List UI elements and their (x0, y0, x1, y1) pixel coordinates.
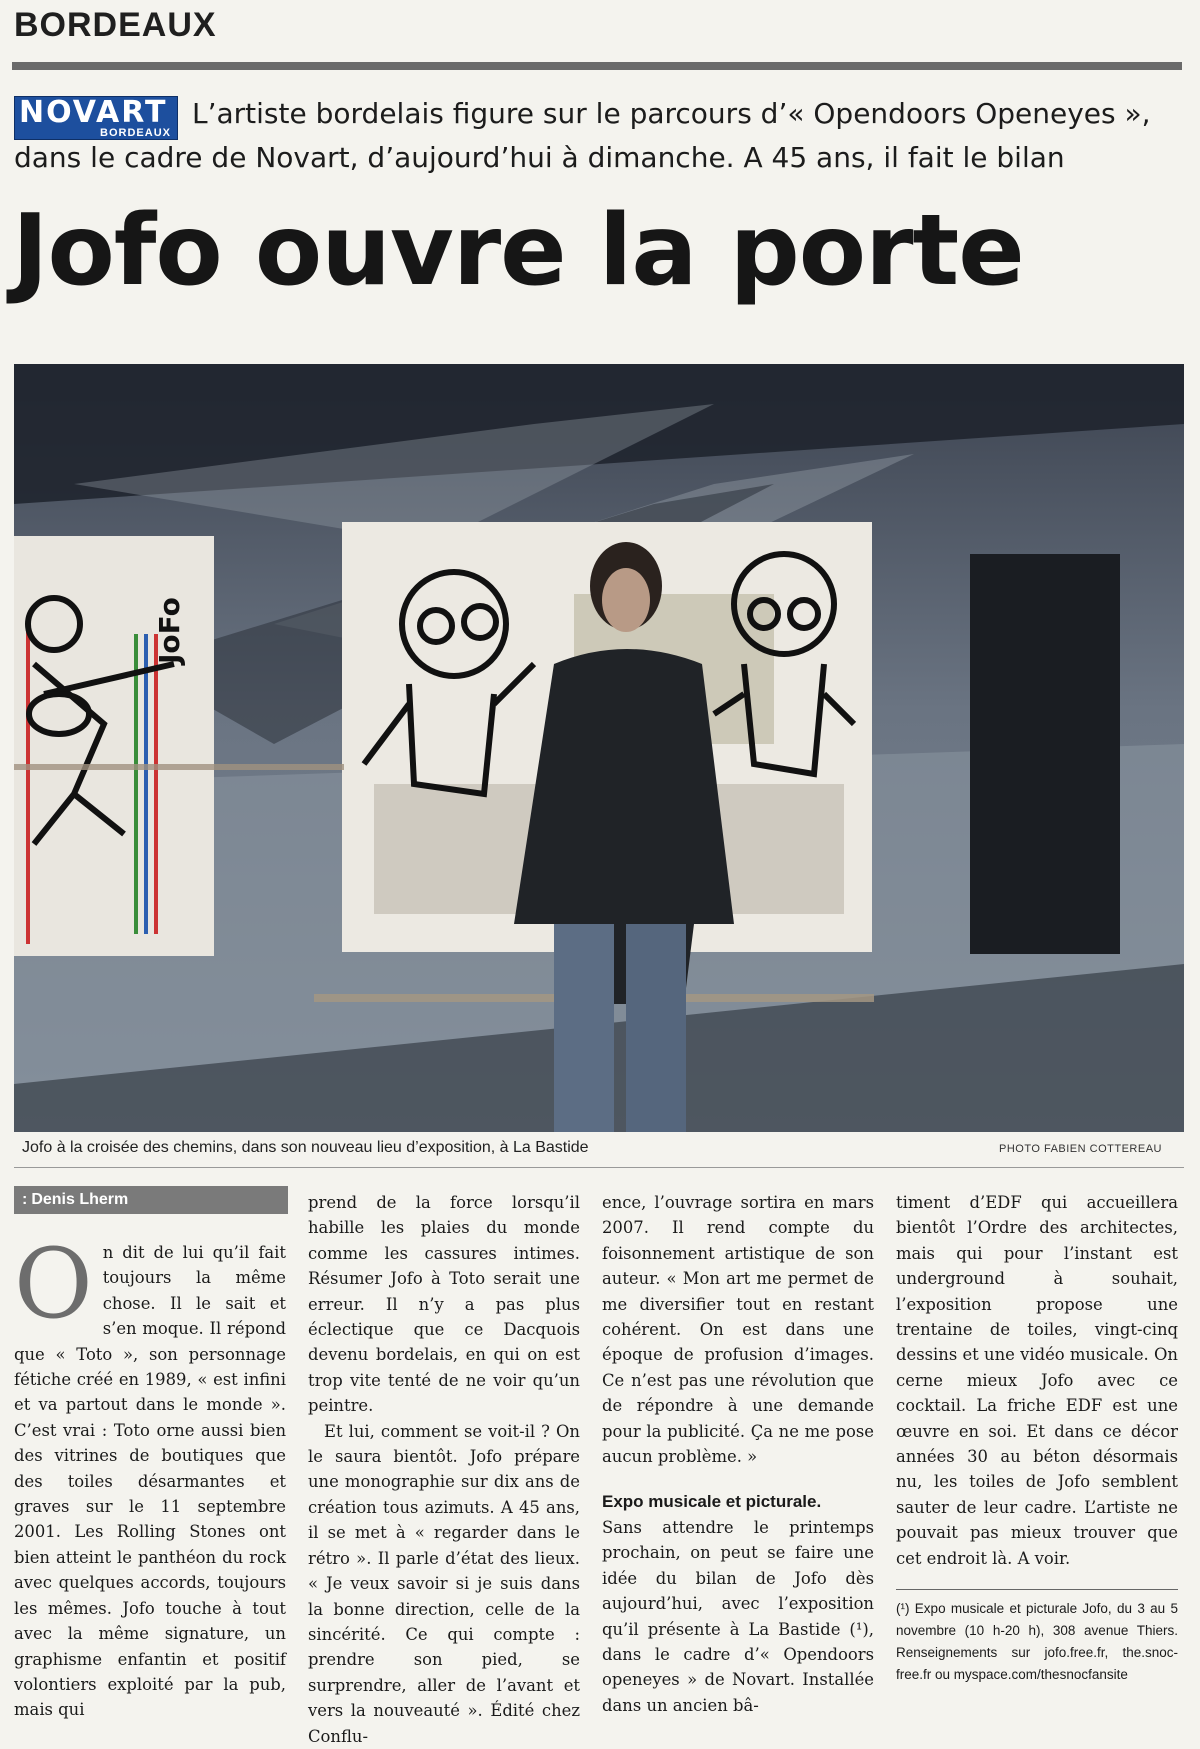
headline: Jofo ouvre la porte (12, 194, 1024, 308)
column-4-text: timent d’EDF qui accueillera bientôt l’Ordre des architectes, mais qui pour l’instant est underground à souhait, l’exposition propose une trentaine de toiles, vingt-cinq dessins et une vidéo musicale. On cerne mieux Jofo avec ce cocktail. La friche EDF est une œuvre en soi. Et dans ce décor années 30 au béton désormais nu, les toiles de Jofo semblent sauter de leur cadre. L’artiste ne pouvait pas mieux trouver que cet endroit là. A voir. (896, 1193, 1178, 1568)
column-3-paragraph-1: ence, l’ouvrage sortira en mars 2007. Il rend compte du foisonnement artistique de son auteur. « Mon art me permet de me diversifier tout en restant cohérent. On est dans une époque de profusion d’images. Ce n’est pas une révolution que de répondre à une demande pour la publicité. Ça ne me pose aucun problème. » (602, 1193, 874, 1467)
photo-caption-bar (14, 1133, 1184, 1168)
deck-line-1: L’artiste bordelais figure sur le parcours d’« Opendoors Openeyes », (192, 97, 1151, 130)
column-1-text: n dit de lui qu’il fait toujours la même chose. Il le sait et s’en moque. Il répond que « Toto », son personnage fétiche créé en 1989, « est infini et va partout dans le monde ». C’est vrai : Toto orne aussi bien des vitrines de boutiques que des toiles désarmantes et graves sur le 11 septembre 2001. Les Rolling Stones ont bien atteint le panthéon du rock avec quelques accords, toujours les mêmes. Jofo touche à tout avec la même signature, un graphisme enfantin et positif volontiers exploité par la pub, mais qui (14, 1243, 286, 1720)
logo-sub-text: BORDEAUX (100, 127, 171, 139)
photo-caption: Jofo à la croisée des chemins, dans son nouveau lieu d’exposition, à La Bastide (22, 1139, 589, 1156)
column-2-paragraph-1: prend de la force lorsqu’il habille les plaies du monde comme les cassures intimes. Résumer Jofo à Toto serait une erreur. Il n’y a pas plus éclectique que ce Dacquois devenu bordelais, en qui on est trop vite tenté de ne voir qu’un peintre. (308, 1193, 580, 1416)
subhead: Expo musicale et picturale. (602, 1492, 822, 1512)
footnote: (¹) Expo musicale et picturale Jofo, du 3 au 5 novembre (10 h-20 h), 308 avenue Thiers. Renseignements sur jofo.free.fr, the.snoc-free.fr ou myspace.com/thesnocfansite (896, 1601, 1178, 1683)
photo-credit: PHOTO FABIEN COTTEREAU (999, 1143, 1162, 1155)
article-column-3 (602, 1190, 874, 1718)
footnote-rule (896, 1589, 1178, 1590)
header-rule (12, 62, 1182, 70)
article-photo (14, 364, 1184, 1132)
article-column-1 (14, 1228, 286, 1723)
canvas-signature: JoFo (153, 597, 186, 664)
logo-main-text: NOVART (19, 95, 168, 130)
byline-mark: : (22, 1191, 28, 1208)
photo-illustration (14, 364, 1184, 1132)
column-2-paragraph-2: Et lui, comment se voit-il ? On le saura bientôt. Jofo prépare une monographie sur dix ans de création tous azimuts. A 45 ans, il se met à « regarder dans le rétro ». Il parle d’état des lieux. « Je veux savoir si je suis dans la bonne direction, celle de la sincérité. Ce qui compte : prendre son pied, se surprendre, aller de l’avant et vers la nouveauté ». Édité chez Conflu- (308, 1421, 580, 1746)
byline-author: Denis Lherm (31, 1191, 129, 1208)
deck (14, 92, 1174, 180)
deck-line-2: dans le cadre de Novart, d’aujourd’hui à dimanche. A 45 ans, il fait le bilan (14, 141, 1065, 174)
article-column-2 (308, 1190, 580, 1749)
dropcap: O (14, 1228, 93, 1340)
column-3-paragraph-2: Sans attendre le printemps prochain, on peut se faire une idée du bilan de Jofo dès aujourd’hui, avec l’exposition qu’il présente à La Bastide (¹), dans le cadre d’« Opendoors openeyes » de Novart. Installée dans un ancien bâ- (602, 1517, 874, 1715)
section-label: BORDEAUX (14, 6, 217, 44)
article-column-4 (896, 1190, 1178, 1686)
byline (14, 1186, 288, 1214)
